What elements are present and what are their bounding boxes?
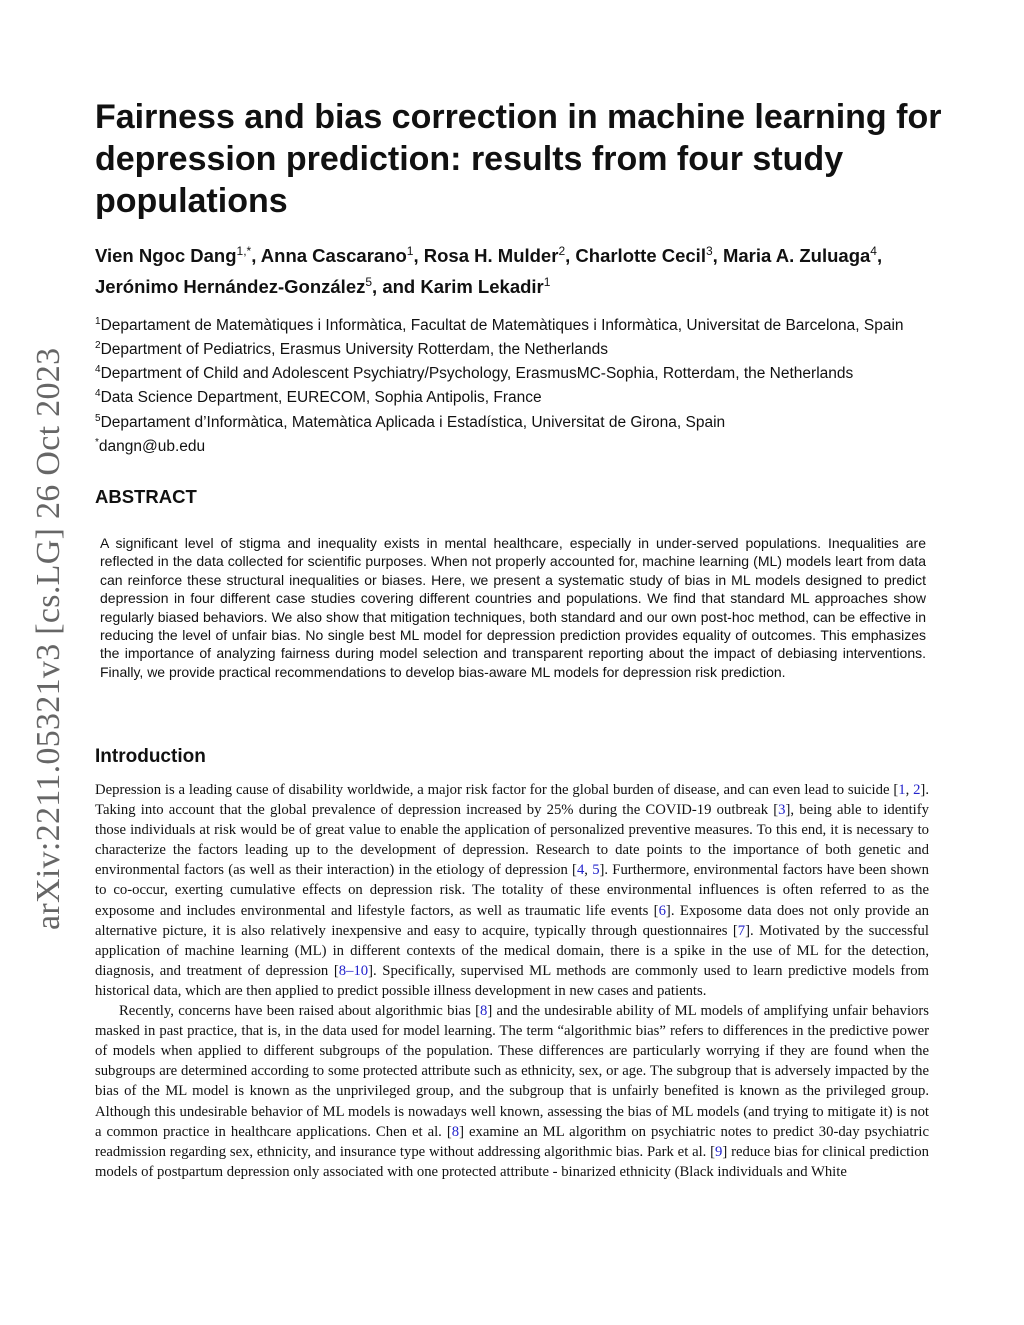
affiliation-text: Data Science Department, EURECOM, Sophia Antipolis, France bbox=[100, 389, 542, 407]
affiliation bbox=[95, 384, 935, 408]
affiliation bbox=[95, 409, 935, 433]
introduction-heading: Introduction bbox=[95, 746, 206, 767]
author-affiliation-mark: 5 bbox=[365, 275, 373, 290]
abstract-heading: ABSTRACT bbox=[95, 486, 197, 507]
citation-link[interactable]: 8 bbox=[451, 1123, 460, 1140]
affiliation-mark: 4 bbox=[95, 388, 101, 400]
citation-link[interactable]: 6 bbox=[658, 902, 666, 919]
paragraph-text: ]. Exposome data does not only provide an alternative picture, it is also relatively inexpensive and easy to acquire, typically through questionnaires [ bbox=[95, 902, 930, 939]
author-separator: , bbox=[876, 245, 883, 267]
author-name: Anna Cascarano bbox=[260, 245, 407, 267]
citation-link[interactable]: 8–10 bbox=[338, 962, 369, 979]
affiliation[interactable] bbox=[95, 433, 935, 457]
author-separator: , bbox=[712, 245, 723, 267]
affiliation-mark: 5 bbox=[95, 412, 101, 424]
paragraph-text: , bbox=[584, 862, 593, 879]
author-list bbox=[95, 238, 945, 300]
paragraph-text: , bbox=[905, 782, 914, 798]
author-name: Jerónimo Hernández-González bbox=[95, 276, 366, 298]
introduction-paragraph bbox=[95, 780, 929, 1001]
abstract-text: A significant level of stigma and inequality exists in mental healthcare, especially in under-served populations. Inequalities are reflected in the data collected for scientific purposes. When not properly accounted for, machine learning (ML) models leart from data can reinforce these structural inequalities or biases. Here, we present a systematic study of bias in ML models designed to predict depression in four different case studies covering different countries and populations. We find that standard ML approaches show regularly biased behaviors. We also show that mitigation techniques, both standard and our own post-hoc method, can be effective in reducing the level of unfair bias. No single best ML model for depression prediction provides equality of outcomes. This emphasizes the importance of analyzing fairness during model selection and transparent reporting about the impact of debiasing interventions. Finally, we provide practical recommendations to develop bias-aware ML models for depression risk prediction. bbox=[100, 535, 926, 680]
author-affiliation-mark: 3 bbox=[705, 244, 713, 258]
affiliation-mark: 4 bbox=[95, 364, 101, 376]
paragraph-text: ]. Motivated by the successful application of machine learning (ML) in different contexts of the medical domain, there is a spike in the use of ML for the detection, diagnosis, and treatment of depression [ bbox=[95, 922, 929, 979]
paragraph-text: ], being able to identify those individuals at risk would be of great value to enable the application of personalized preventive measures. To this end, it is necessary to characterize the factors leading up to the development of depression. Research to date points to the importance of both genetic and environmental factors (as well as their interaction) in the etiology of depression [ bbox=[95, 802, 929, 879]
author-affiliation-mark: 2 bbox=[558, 244, 566, 258]
paragraph-text: Recently, concerns have been raised about algorithmic bias [ bbox=[119, 1003, 480, 1020]
affiliation bbox=[95, 360, 935, 384]
paragraph-text: ] and the undesirable ability of ML models of amplifying unfair behaviors masked in past practice, that is, in the data used for model learning. The term “algorithmic bias” refers to differences in the predictive power of models when applied to different subgroups of the population. These differences are particularly worrying if they are found when the subgroups are determined according to some protected attribute such as ethnicity, sex, or age. The subgroup that is adversely impacted by the bias of the ML model is known as the unprivileged group, and the subgroup that is unfairly benefited is known as the privileged group. Although this undesirable behavior of ML models is nowadays well known, assessing the bias of ML models (and trying to mitigate it) is not a common practice in healthcare applications. Chen et al. [ bbox=[95, 1003, 929, 1140]
introduction-body bbox=[95, 780, 929, 1182]
citation-link[interactable]: 1 bbox=[898, 782, 906, 798]
author-separator: , bbox=[413, 245, 424, 267]
affiliation bbox=[95, 336, 935, 360]
contact-email[interactable]: dangn@ub.edu bbox=[98, 437, 206, 455]
paragraph-text: ]. Taking into account that the global prevalence of depression increased by 25% during the COVID-19 outbreak [ bbox=[95, 782, 929, 819]
affiliation-text: Departament d’Informàtica, Matemàtica Aplicada i Estadística, Universitat de Girona, Spain bbox=[100, 413, 726, 431]
citation-link[interactable]: 8 bbox=[479, 1003, 488, 1020]
author-name: Vien Ngoc Dang bbox=[95, 245, 237, 267]
arxiv-identifier: arXiv:2211.05321v3 [cs.LG] 26 Oct 2023 bbox=[30, 347, 67, 930]
author-name: Rosa H. Mulder bbox=[423, 245, 559, 267]
affiliation-mark: 1 bbox=[95, 316, 101, 327]
affiliation-text: Department of Pediatrics, Erasmus University Rotterdam, the Netherlands bbox=[100, 341, 608, 359]
author-separator: , and bbox=[372, 276, 421, 298]
author-separator: , bbox=[565, 245, 576, 267]
citation-link[interactable]: 3 bbox=[778, 802, 786, 819]
author-affiliation-mark: 4 bbox=[870, 244, 877, 258]
paragraph-text: ] examine an ML algorithm on psychiatric notes to predict 30-day psychiatric readmission regarding sex, ethnicity, and insurance type without addressing algorithmic bias. Park et al. [ bbox=[95, 1123, 929, 1160]
citation-link[interactable]: 4 bbox=[576, 862, 585, 879]
author-separator: , bbox=[251, 245, 261, 267]
author-affiliation-mark: 1 bbox=[543, 275, 551, 290]
paragraph-text: ] reduce bias for clinical prediction models of postpartum depression only associated with one protected attribute - binarized ethnicity (Black individuals and White bbox=[95, 1143, 929, 1180]
introduction-paragraph bbox=[95, 1001, 929, 1182]
citation-link[interactable]: 9 bbox=[715, 1143, 723, 1160]
author-affiliation-mark: 1,* bbox=[236, 244, 252, 258]
affiliation-mark: * bbox=[95, 436, 99, 448]
affiliation bbox=[95, 312, 935, 336]
affiliation-mark: 2 bbox=[95, 340, 101, 352]
author-name: Charlotte Cecil bbox=[575, 245, 706, 267]
affiliation-text: Departament de Matemàtiques i Informàtica, Facultat de Matemàtiques i Informàtica, Universitat de Barcelona, Spain bbox=[100, 317, 904, 335]
paragraph-text: ]. Furthermore, environmental factors have been shown to co-occur, exerting cumulative effects on depression risk. The totality of these environmental influences is often referred to as the exposome and includes environmental and lifestyle factors, as well as traumatic life events [ bbox=[95, 862, 930, 919]
citation-link[interactable]: 7 bbox=[737, 922, 746, 939]
paper-title: Fairness and bias correction in machine learning for depression prediction: results from four study populations bbox=[95, 98, 942, 220]
citation-link[interactable]: 5 bbox=[592, 862, 600, 879]
affiliation-list bbox=[95, 312, 935, 457]
affiliation-text: Department of Child and Adolescent Psychiatry/Psychology, ErasmusMC-Sophia, Rotterdam, the Netherlands bbox=[100, 365, 854, 383]
author-name: Maria A. Zuluaga bbox=[722, 245, 871, 267]
author-affiliation-mark: 1 bbox=[406, 244, 414, 258]
author-name: Karim Lekadir bbox=[420, 276, 544, 298]
citation-link[interactable]: 2 bbox=[913, 782, 921, 798]
paragraph-text: ]. Specifically, supervised ML methods are commonly used to learn predictive models from historical data, which are then applied to predict possible illness development in new cases and patients. bbox=[95, 962, 929, 999]
paragraph-text: Depression is a leading cause of disability worldwide, a major risk factor for the global burden of disease, and can even lead to suicide [ bbox=[95, 782, 899, 798]
